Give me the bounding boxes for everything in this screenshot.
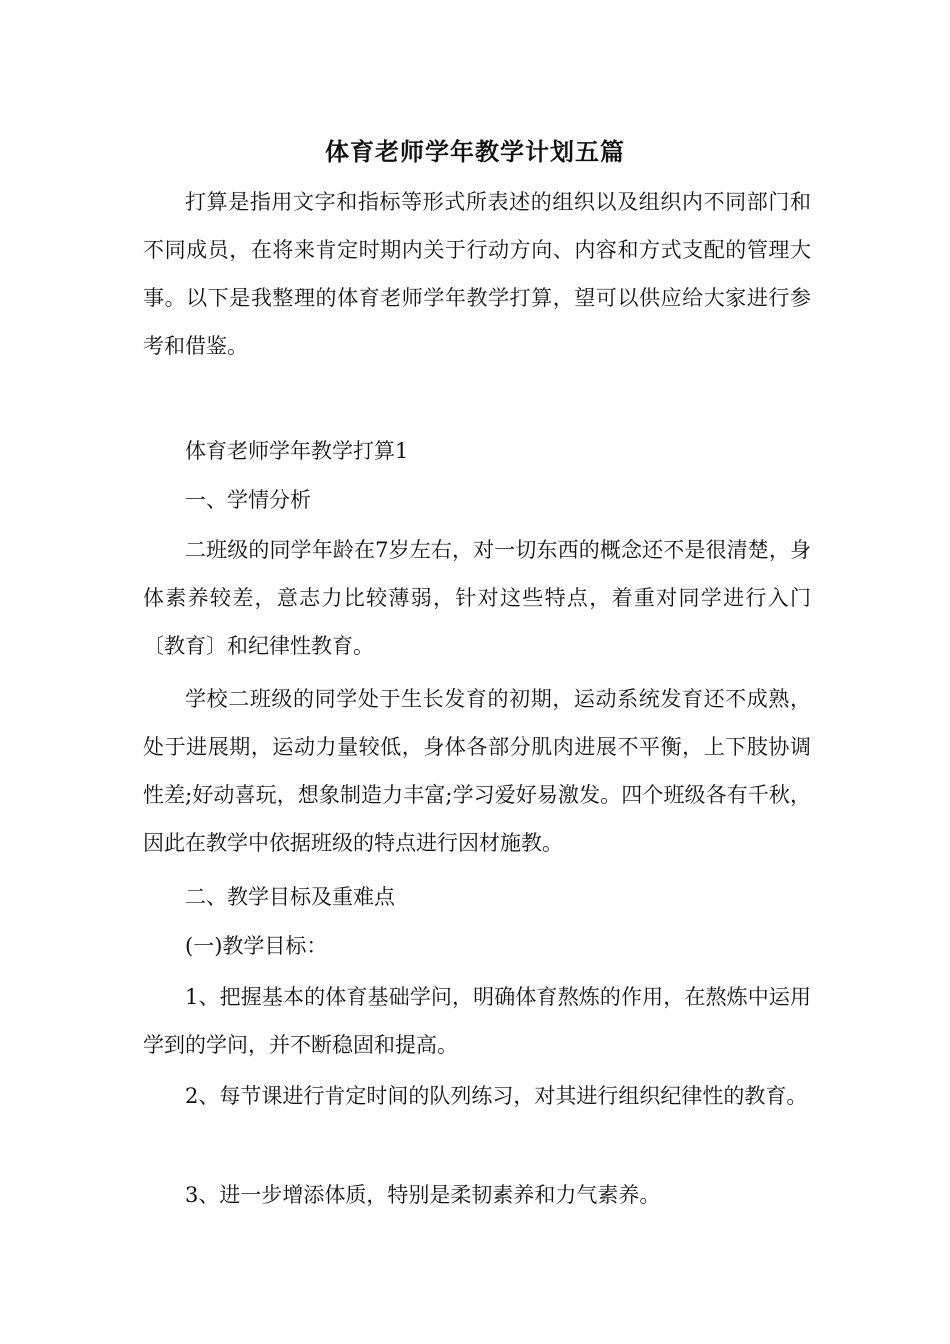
goal-2: 2、每节课进行肯定时间的队列练习，对其进行组织纪律性的教育。	[185, 1084, 808, 1108]
part1-heading: 一、学情分析	[185, 488, 311, 512]
part1-paragraph-1: 二班级的同学年龄在7岁左右，对一切东西的概念还不是很清楚，身体素养较差，意志力比较薄弱，针对这些特点，着重对同学进行入门〔教育〕和纪律性教育。	[143, 538, 811, 658]
part2-heading: 二、教学目标及重难点	[185, 885, 395, 909]
document-title: 体育老师学年教学计划五篇	[325, 137, 625, 166]
part2-sub-heading: (一)教学目标：	[185, 934, 328, 958]
part1-paragraph-2: 学校二班级的同学处于生长发育的初期，运动系统发育还不成熟，处于进展期，运动力量较低，身体各部分肌肉进展不平衡，上下肢协调性差;好动喜玩，想象制造力丰富;学习爱好易激发。四个班级各有千秋，因此在教学中依据班级的特点进行因材施教。	[143, 687, 811, 855]
intro-paragraph: 打算是指用文字和指标等形式所表述的组织以及组织内不同部门和不同成员，在将来肯定时期内关于行动方向、内容和方式支配的管理大事。以下是我整理的体育老师学年教学打算，望可以供应给大家进行参考和借鉴。	[143, 190, 811, 358]
goal-3: 3、进一步增添体质，特别是柔韧素养和力气素养。	[185, 1183, 661, 1207]
goal-1: 1、把握基本的体育基础学问，明确体育熬炼的作用，在熬炼中运用学到的学问，并不断稳固和提高。	[143, 985, 811, 1057]
section-heading: 体育老师学年教学打算1	[185, 439, 409, 463]
